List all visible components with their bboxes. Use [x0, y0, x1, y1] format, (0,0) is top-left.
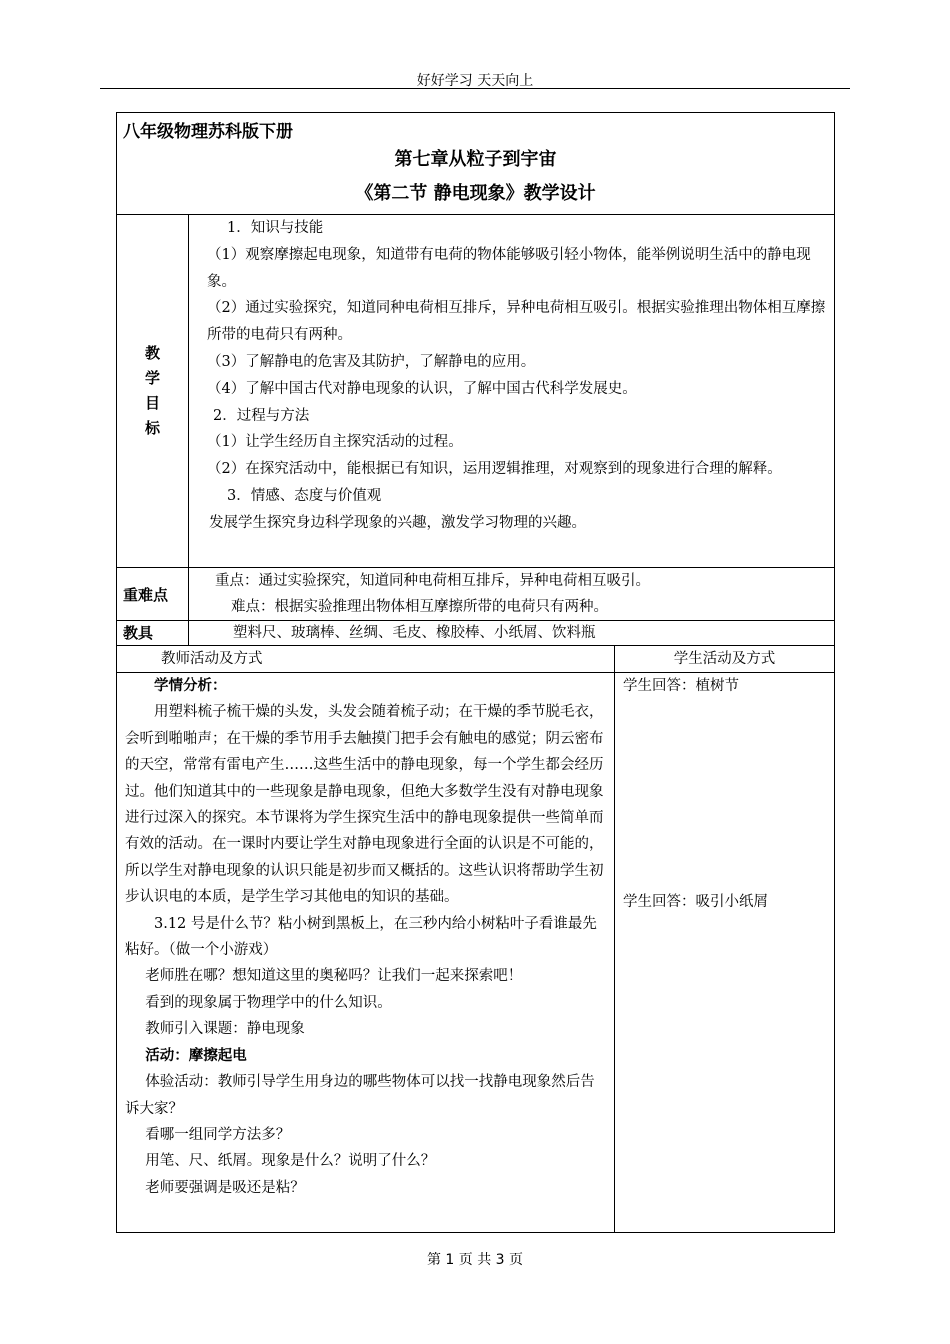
objectives-label-char: 教: [144, 344, 160, 362]
objective-item: （1）让学生经历自主探究活动的过程。: [207, 434, 463, 451]
objective-item: 发展学生探究身边科学现象的兴趣，激发学习物理的兴趣。: [209, 514, 586, 531]
tools-label: 教具: [117, 621, 189, 646]
key-points-content: [189, 568, 835, 621]
activity-step: 用笔、尺、纸屑。现象是什么？说明了什么？: [145, 1153, 436, 1170]
student-activity-cell: [615, 673, 835, 1233]
analysis-title: 学情分析：: [154, 678, 227, 694]
objective-item: （2）通过实验探究，知道同种电荷相互排斥，异种电荷相互吸引。根据实验推理出物体相互摩擦所带的电荷只有两种。: [207, 300, 826, 344]
activity-step: 看哪一组同学方法多？: [145, 1126, 291, 1143]
teacher-question: 看到的现象属于物理学中的什么知识。: [145, 994, 392, 1011]
objectives-label: [117, 215, 189, 568]
analysis-text: 用塑料梳子梳干燥的头发，头发会随着梳子动；在干燥的季节脱毛衣，会听到啪啪声；在干燥的季节用手去触摸门把手会有触电的感觉；阴云密布的天空，常常有雷电产生……这些生活中的静电现象，每一个学生都会经历过。他们知道其中的一些现象是静电现象，但绝大多数学生没有对静电现象进行过深入的探究。本节课将为学生探究生活中的静电现象提供一些简单而有效的活动。在一课时内要让学生对静电现象进行全面的认识是不可能的，所以学生对静电现象的认识只能是初步而又概括的。这些认识将帮助学生初步认识电的本质，是学生学习其他电的知识的基础。: [125, 704, 604, 906]
objectives-label-char: 标: [144, 419, 160, 437]
page-header: 好好学习 天天向上: [416, 73, 534, 89]
objectives-content: [189, 215, 835, 568]
objective-heading: 1．知识与技能: [227, 220, 324, 236]
activity-step: 老师要强调是吸还是粘？: [145, 1179, 305, 1196]
objective-heading: 2．过程与方法: [213, 407, 310, 424]
objective-item: （2）在探究活动中，能根据已有知识，运用逻辑推理，对观察到的现象进行合理的解释。: [207, 461, 782, 478]
activity-step: 体验活动：教师引导学生用身边的哪些物体可以找一找静电现象然后告诉大家？: [125, 1074, 595, 1117]
tools-list: 塑料尺、玻璃棒、丝绸、毛皮、橡胶棒、小纸屑、饮料瓶: [233, 625, 596, 641]
key-point-line: 重点：通过实验探究，知道同种电荷相互排斥，异种电荷相互吸引。: [215, 573, 650, 589]
objectives-row: [117, 215, 835, 568]
key-points-row: [117, 568, 835, 621]
key-points-label: 重难点: [117, 568, 189, 621]
tools-row: [117, 621, 835, 646]
lesson-title: 《第二节 静电现象》教学设计: [355, 183, 596, 204]
lesson-plan-table: [116, 112, 835, 1233]
teacher-activity-cell: [117, 673, 615, 1233]
objective-heading: 3．情感、态度与价值观: [227, 487, 382, 504]
activity-title: 活动：摩擦起电: [145, 1047, 247, 1064]
title-cell: [117, 113, 835, 215]
student-answer: 学生回答：植树节: [623, 678, 739, 694]
tools-content: [189, 621, 835, 646]
student-column-header: 学生活动及方式: [615, 646, 835, 673]
teacher-question: 老师胜在哪？想知道这里的奥秘吗？让我们一起来探索吧！: [145, 968, 523, 985]
activities-row: [117, 673, 835, 1233]
teacher-question: 教师引入课题：静电现象: [145, 1021, 305, 1038]
objectives-label-char: 学: [144, 369, 160, 387]
header-divider: [100, 88, 850, 89]
chapter-title: 第七章从粒子到宇宙: [394, 149, 557, 170]
teacher-column-header: 教师活动及方式: [117, 646, 615, 673]
objectives-label-char: 目: [144, 394, 160, 412]
difficulty-line: 难点：根据实验推理出物体相互摩擦所带的电荷只有两种。: [231, 599, 608, 615]
objective-item: （4）了解中国古代对静电现象的认识，了解中国古代科学发展史。: [207, 380, 637, 397]
teacher-question: 3.12 号是什么节？粘小树到黑板上，在三秒内给小树粘叶子看谁最先粘好。（做一个小游戏）: [125, 915, 597, 959]
objective-item: （3）了解静电的危害及其防护，了解静电的应用。: [207, 353, 536, 370]
activities-header-row: [117, 646, 835, 673]
student-answer: 学生回答：吸引小纸屑: [623, 894, 768, 910]
objective-item: （1）观察摩擦起电现象，知道带有电荷的物体能够吸引轻小物体，能举例说明生活中的静电现象。: [207, 246, 811, 290]
textbook-title: 八年级物理苏科版下册: [123, 122, 293, 142]
title-row: [117, 113, 835, 215]
page-footer: 第 1 页 共 3 页: [426, 1252, 524, 1268]
